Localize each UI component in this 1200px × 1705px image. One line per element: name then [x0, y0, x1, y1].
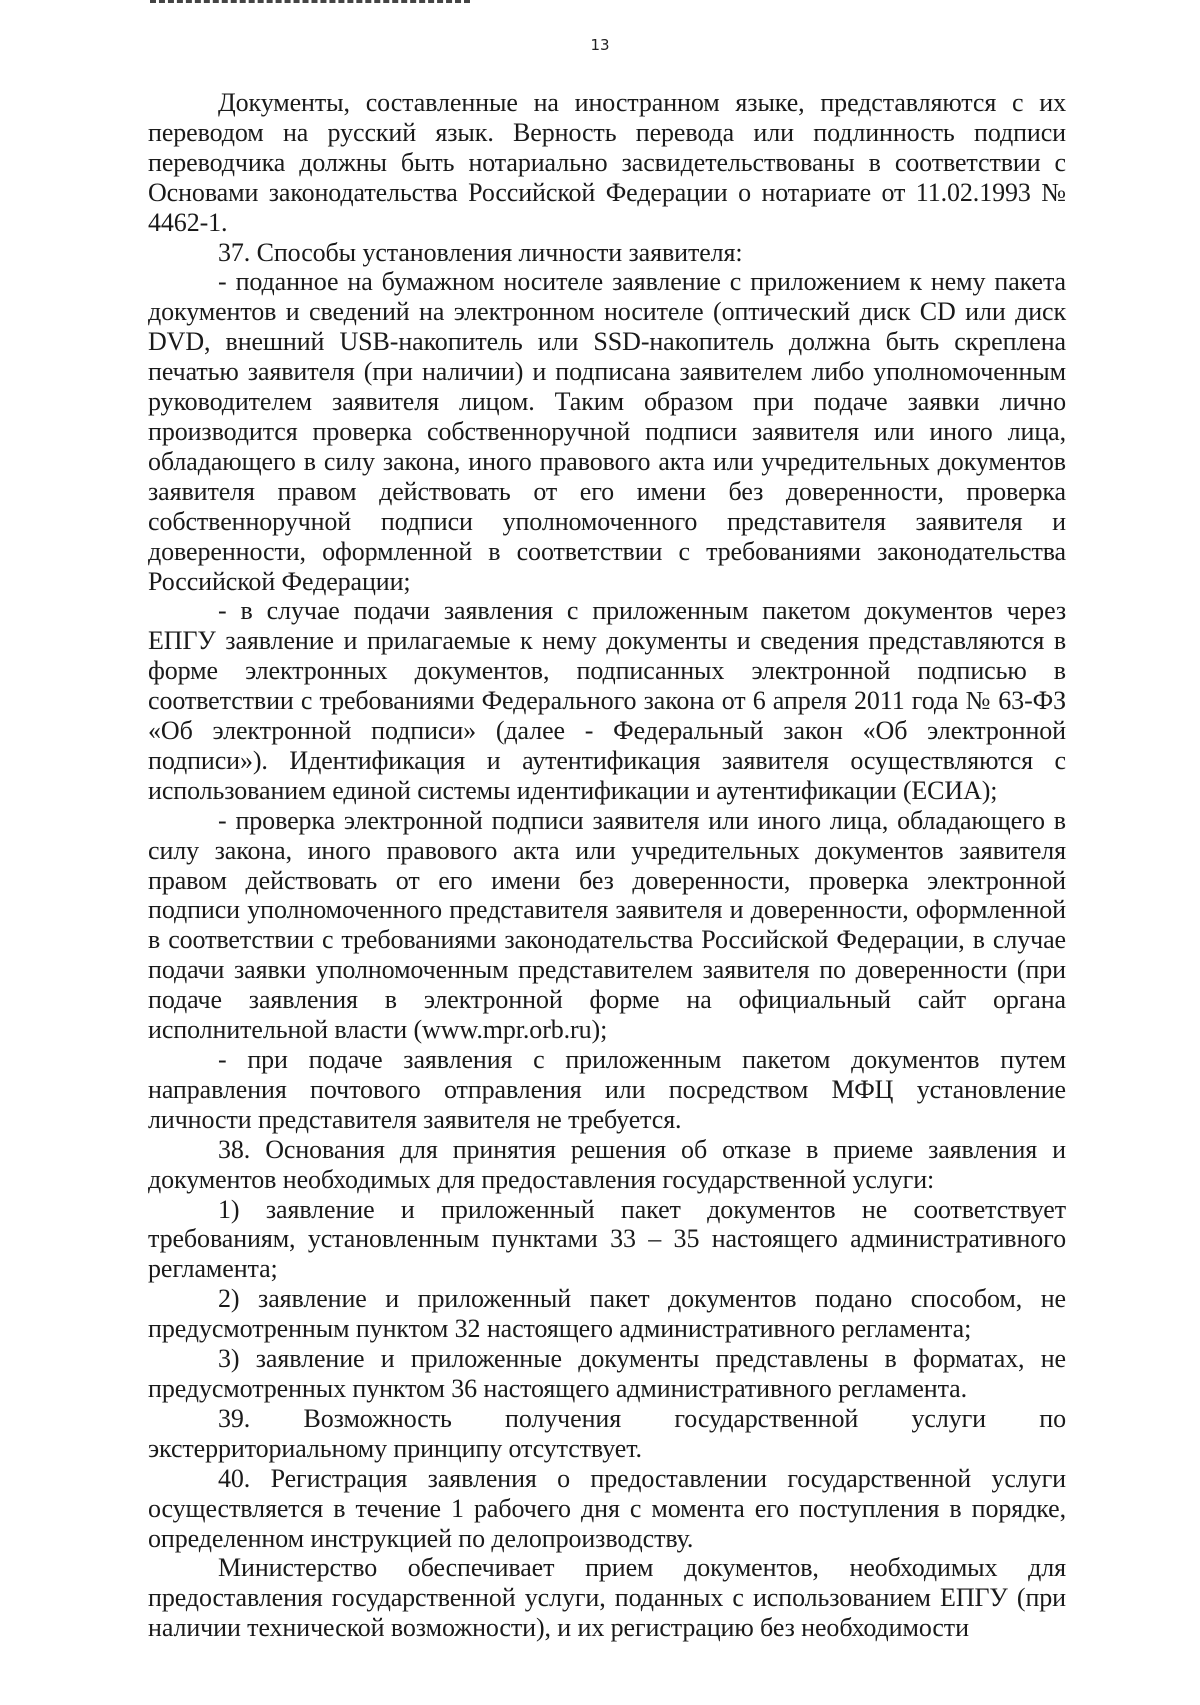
paragraph-foreign-documents: Документы, составленные на иностранном языке, представляются с их переводом на русский язык. Верность перевода или подлинность подписи переводчика должны быть нотариально засвидетельствованы в соответствии с Основами законодательства Российской Федерации о нотариате от 11.02.1993 № 4462-1.	[148, 88, 1066, 237]
paragraph-38-item-2: 2) заявление и приложенный пакет документов подано способом, не предусмотренным пунктом 32 настоящего административного регламента;	[148, 1284, 1066, 1344]
paragraph-38-item-1: 1) заявление и приложенный пакет документов не соответствует требованиям, установленным пунктами 33 – 35 настоящего административного регламента;	[148, 1194, 1066, 1284]
paragraph-39: 39. Возможность получения государственной услуги по экстерриториальному принципу отсутствует.	[148, 1403, 1066, 1463]
paragraph-37-epgu: - в случае подачи заявления с приложенным пакетом документов через ЕПГУ заявление и прилагаемые к нему документы и сведения представляются в форме электронных документов, подписанных электронной подписью в соответствии с требованиями Федерального закона от 6 апреля 2011 года № 63-ФЗ «Об электронной подписи» (далее - Федеральный закон «Об электронной подписи»). Идентификация и аутентификация заявителя осуществляются с использованием единой системы идентификации и аутентификации (ЕСИА);	[148, 596, 1066, 805]
paragraph-ministry: Министерство обеспечивает прием документов, необходимых для предоставления государственной услуги, поданных с использованием ЕПГУ (при наличии технической возможности), и их регистрацию без необходимости	[148, 1553, 1066, 1643]
paragraph-37-paper: - поданное на бумажном носителе заявление с приложением к нему пакета документов и сведений на электронном носителе (оптический диск CD или диск DVD, внешний USB-накопитель или SSD-накопитель должна быть скреплена печатью заявителя (при наличии) и подписана заявителем либо уполномоченным руководителем заявителя лицом. Таким образом при подаче заявки лично производится проверка собственноручной подписи заявителя или иного лица, обладающего в силу закона, иного правового акта или учредительных документов заявителя правом действовать от его имени без доверенности, проверка собственноручной подписи уполномоченного представителя заявителя и доверенности, оформленной в соответствии с требованиями законодательства Российской Федерации;	[148, 267, 1066, 596]
paragraph-38-item-3: 3) заявление и приложенные документы представлены в форматах, не предусмотренных пунктом 36 настоящего административного регламента.	[148, 1344, 1066, 1403]
paragraph-37-e-signature: - проверка электронной подписи заявителя или иного лица, обладающего в силу закона, иного правового акта или учредительных документов заявителя правом действовать от его имени без доверенности, проверка электронной подписи уполномоченного представителя заявителя и доверенности, оформленной в соответствии с требованиями законодательства Российской Федерации, в случае подачи заявки уполномоченным представителем заявителя по доверенности (при подаче заявления в электронной форме на официальный сайт органа исполнительной власти (www.mpr.orb.ru);	[148, 805, 1066, 1045]
page-number: 13	[590, 36, 610, 54]
paragraph-37-heading: 37. Способы установления личности заявителя:	[218, 237, 743, 267]
paragraph-40: 40. Регистрация заявления о предоставлении государственной услуги осуществляется в течение 1 рабочего дня с момента его поступления в порядке, определенном инструкцией по делопроизводству.	[148, 1463, 1066, 1553]
paragraph-38-heading: 38. Основания для принятия решения об отказе в приеме заявления и документов необходимых для предоставления государственной услуги:	[148, 1134, 1066, 1194]
paragraph-37-mail: - при подаче заявления с приложенным пакетом документов путем направления почтового отправления или посредством МФЦ установление личности представителя заявителя не требуется.	[148, 1045, 1066, 1134]
document-body	[148, 88, 1066, 1643]
scan-top-edge	[150, 0, 470, 6]
